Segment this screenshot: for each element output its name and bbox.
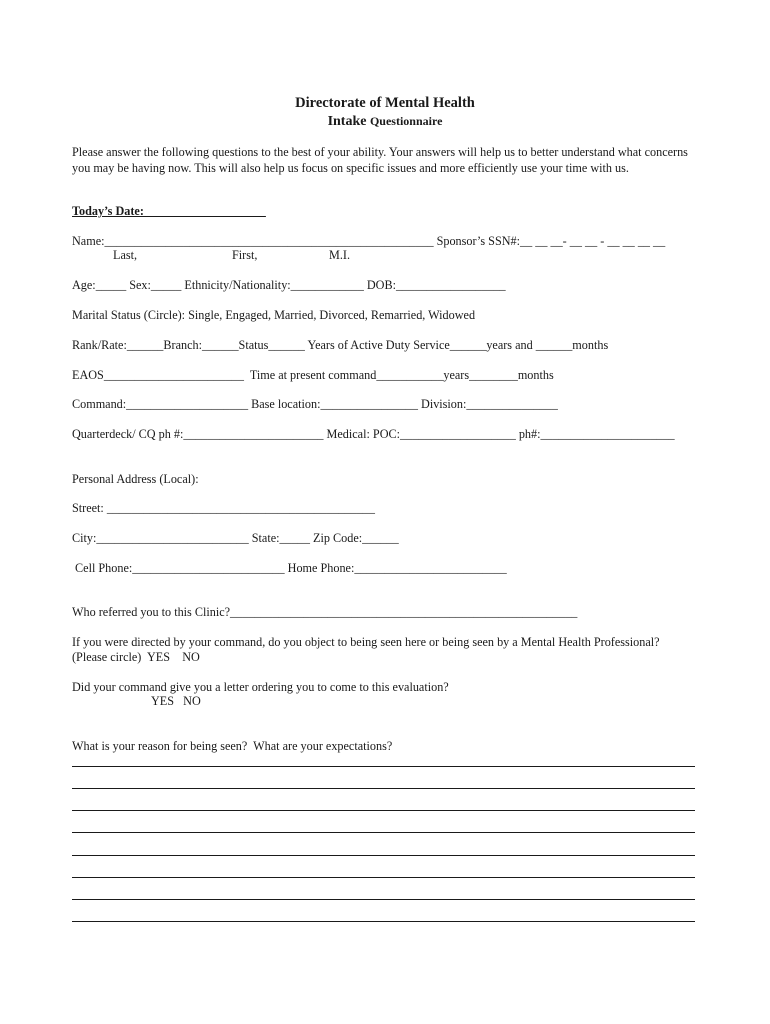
reason-answer-line[interactable] bbox=[72, 832, 695, 833]
referred-by-field[interactable]: Who referred you to this Clinic?_________________________________________________________ bbox=[72, 605, 578, 619]
letter-question: Did your command give you a letter ordering you to come to this evaluation? bbox=[72, 680, 449, 694]
object-question: If you were directed by your command, do you object to being seen here or being seen by a Mental Health Professional? bbox=[72, 635, 660, 649]
address-label: Personal Address (Local): bbox=[72, 472, 199, 486]
phone-field[interactable]: Cell Phone:_________________________ Home Phone:_________________________ bbox=[72, 561, 507, 575]
letter-answer-yes-no[interactable]: YES NO bbox=[151, 694, 201, 708]
document-subtitle bbox=[0, 114, 770, 130]
command-field[interactable]: Command:____________________ Base location:________________ Division:_______________ bbox=[72, 397, 558, 411]
city-state-zip-field[interactable]: City:_________________________ State:_____ Zip Code:______ bbox=[72, 531, 399, 545]
todays-date-field[interactable]: Today’s Date:____________________ bbox=[72, 204, 266, 218]
name-last-label: Last, bbox=[113, 248, 138, 262]
marital-status-field[interactable]: Marital Status (Circle): Single, Engaged, Married, Divorced, Remarried, Widowed bbox=[72, 308, 476, 322]
subtitle-main: Intake bbox=[327, 114, 367, 129]
reason-answer-line[interactable] bbox=[72, 855, 695, 856]
age-sex-dob-field[interactable]: Age:_____ Sex:_____ Ethnicity/Nationality:____________ DOB:__________________ bbox=[72, 278, 506, 292]
reason-answer-line[interactable] bbox=[72, 810, 695, 811]
reason-answer-line[interactable] bbox=[72, 899, 695, 900]
document-title: Directorate of Mental Health bbox=[295, 95, 475, 111]
reason-answer-line[interactable] bbox=[72, 766, 695, 767]
reason-answer-line[interactable] bbox=[72, 788, 695, 789]
eaos-field[interactable]: EAOS_______________________ Time at present command___________years________months bbox=[72, 368, 554, 382]
name-first-label: First, bbox=[232, 248, 258, 262]
reason-answer-line[interactable] bbox=[72, 877, 695, 878]
intro-paragraph: Please answer the following questions to the best of your ability. Your answers will help us to better understand what concerns you may be having now. This will also help us focus on specific issues and more efficiently use your time with us. bbox=[72, 145, 688, 175]
subtitle-small: Questionnaire bbox=[369, 114, 443, 128]
name-ssn-field[interactable]: Name:______________________________________________________ Sponsor’s SSN#:__ __ __- __ __ - __ __ __ __ bbox=[72, 234, 666, 248]
object-answer-yes-no[interactable]: (Please circle) YES NO bbox=[72, 650, 200, 664]
rank-branch-status-field[interactable]: Rank/Rate:______Branch:______Status______ Years of Active Duty Service______years and ______months bbox=[72, 338, 609, 352]
street-field[interactable]: Street: ____________________________________________ bbox=[72, 501, 375, 515]
name-mi-label: M.I. bbox=[329, 248, 350, 262]
reason-answer-line[interactable] bbox=[72, 921, 695, 922]
quarterdeck-field[interactable]: Quarterdeck/ CQ ph #:_______________________ Medical: POC:___________________ ph#:______________________ bbox=[72, 427, 675, 441]
reason-question: What is your reason for being seen? What are your expectations? bbox=[72, 739, 393, 753]
